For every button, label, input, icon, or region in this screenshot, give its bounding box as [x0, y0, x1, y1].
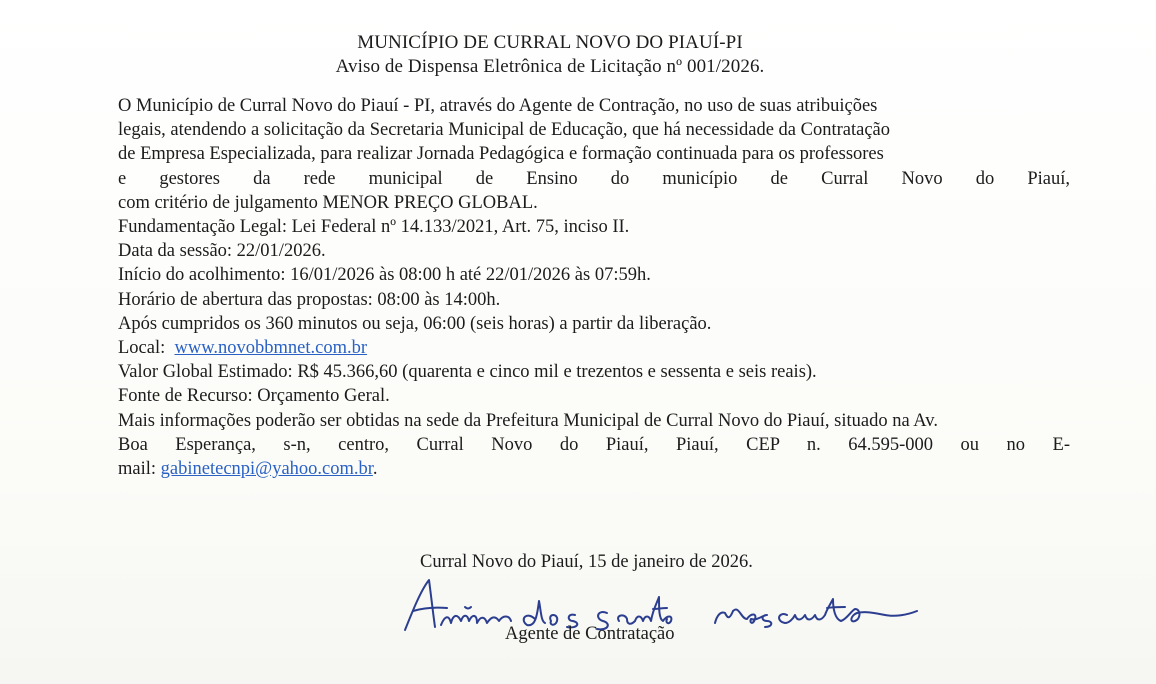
signature-text — [395, 575, 408, 576]
funding-source: Fonte de Recurso: Orçamento Geral. — [118, 386, 390, 407]
location-line — [118, 336, 1070, 360]
location-label: Local: — [118, 338, 166, 359]
document-title: MUNICÍPIO DE CURRAL NOVO DO PIAUÍ-PI — [357, 32, 743, 53]
place-date: Curral Novo do Piauí, 15 de janeiro de 2026. — [420, 552, 753, 572]
info-line: Mais informações poderão ser obtidas na sede da Prefeitura Municipal de Curral Novo do Piauí, situado na Av. — [118, 410, 938, 431]
paragraph-line: de Empresa Especializada, para realizar Jornada Pedagógica e formação continuada para os professores — [118, 144, 884, 165]
location-link[interactable]: www.novobbmnet.com.br — [174, 338, 368, 359]
estimated-value: Valor Global Estimado: R$ 45.366,60 (quarenta e cinco mil e trezentos e sessenta e seis reais). — [118, 362, 817, 383]
paragraph-line: O Município de Curral Novo do Piauí - PI, através do Agente de Contração, no uso de suas atribuições — [118, 96, 878, 116]
email-prefix: mail: — [118, 459, 157, 480]
paragraph-line: com critério de julgamento MENOR PREÇO GLOBAL. — [118, 192, 538, 213]
email-link[interactable]: gabinetecnpi@yahoo.com.br — [160, 459, 373, 480]
session-date: Data da sessão: 22/01/2026. — [118, 241, 326, 262]
email-line — [118, 457, 1070, 481]
reception-start: Início do acolhimento: 16/01/2026 às 08:00 h até 22/01/2026 às 07:59h. — [118, 265, 651, 286]
signer-role: Agente de Contratação — [505, 624, 675, 644]
opening-hours: Horário de abertura das propostas: 08:00 às 14:00h. — [118, 289, 501, 310]
document-subtitle: Aviso de Dispensa Eletrônica de Licitação nº 001/2026. — [335, 56, 765, 77]
paragraph-line: e gestores da rede municipal de Ensino do município de Curral Novo do Piauí, — [118, 168, 1070, 189]
info-line: Boa Esperança, s-n, centro, Curral Novo do Piauí, Piauí, CEP n. 64.595-000 ou no E- — [118, 434, 1070, 455]
paragraph-line: legais, atendendo a solicitação da Secretaria Municipal de Educação, que há necessidade da Contratação — [118, 120, 891, 141]
after-release-note: Após cumpridos os 360 minutos ou seja, 06:00 (seis horas) a partir da liberação. — [118, 313, 712, 334]
legal-basis: Fundamentação Legal: Lei Federal nº 14.133/2021, Art. 75, inciso II. — [118, 217, 630, 238]
email-suffix: . — [372, 459, 378, 480]
document-body — [118, 94, 1070, 481]
